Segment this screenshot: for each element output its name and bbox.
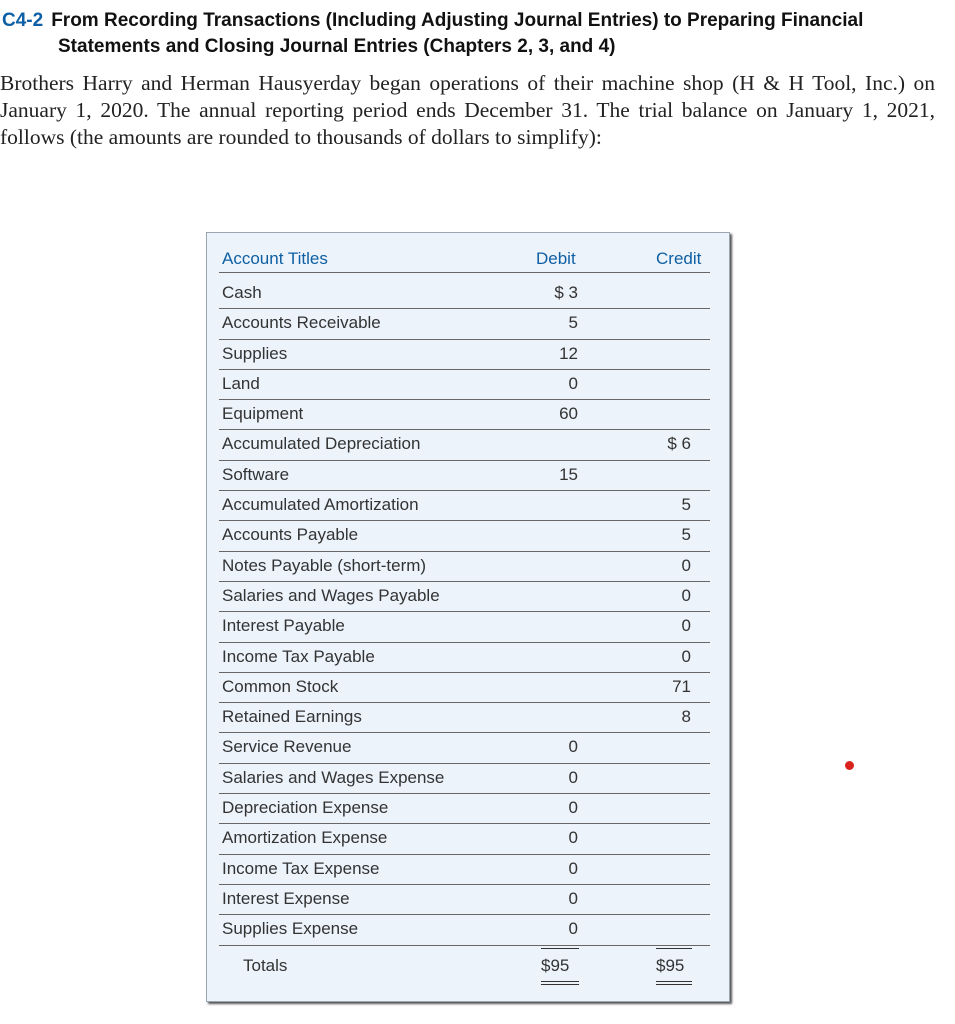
table-row <box>219 703 710 733</box>
row-title: Accounts Payable <box>222 525 359 545</box>
row-credit: 5 <box>681 525 691 545</box>
row-credit: 0 <box>681 646 691 666</box>
row-title: Supplies <box>222 343 288 363</box>
totals-credit: $95 <box>656 956 685 975</box>
row-debit: 12 <box>559 343 578 363</box>
row-title: Cash <box>222 283 262 302</box>
table-row <box>219 643 710 673</box>
credit-total-underline <box>656 948 692 949</box>
row-title: Salaries and Wages Payable <box>222 585 440 605</box>
table-row <box>219 521 710 551</box>
table-row <box>219 824 710 854</box>
table-row <box>219 764 710 794</box>
table-row <box>219 461 710 491</box>
header-credit: Credit <box>656 249 702 268</box>
row-title: Software <box>222 464 290 484</box>
row-title: Interest Payable <box>222 616 345 636</box>
table-row <box>219 279 710 309</box>
table-row <box>219 370 710 400</box>
row-debit: 5 <box>568 313 578 333</box>
table-row <box>219 673 710 703</box>
row-debit: 0 <box>568 858 578 878</box>
row-title: Land <box>222 373 260 393</box>
debit-total-double-underline-1 <box>541 981 579 982</box>
row-title: Common Stock <box>222 676 339 696</box>
table-row <box>219 491 710 521</box>
table-row <box>219 855 710 885</box>
row-title: Accounts Receivable <box>222 313 381 333</box>
row-debit: 0 <box>568 888 578 908</box>
row-debit: 60 <box>559 404 578 424</box>
row-credit: 0 <box>681 555 691 575</box>
totals-debit: $95 <box>541 956 570 975</box>
row-debit: 0 <box>568 373 578 393</box>
table-row <box>219 430 710 460</box>
row-title: Supplies Expense <box>222 919 359 939</box>
row-title: Equipment <box>222 404 304 424</box>
table-row <box>219 733 710 763</box>
problem-title-line-1 <box>2 8 942 34</box>
red-marker-dot <box>845 761 854 770</box>
row-title: Retained Earnings <box>222 707 362 727</box>
row-debit: 0 <box>568 737 578 757</box>
problem-title-text: From Recording Transactions (Including Adjusting Journal Entries) to Preparing Financial <box>51 10 864 31</box>
row-debit: 0 <box>568 798 578 818</box>
problem-intro-paragraph: Brothers Harry and Herman Hausyerday began operations of their machine shop (H & H Tool, Inc.) on January 1, 2020. The annual reporting period ends December 31. The trial balance on January 1, 2021, follows (the amounts are rounded to thousands of dollars to simplify): <box>0 71 935 149</box>
problem-title-line-2: Statements and Closing Journal Entries (Chapters 2, 3, and 4) <box>58 36 616 57</box>
row-credit: 0 <box>681 616 691 636</box>
table-row <box>219 885 710 915</box>
row-title: Interest Expense <box>222 888 350 908</box>
credit-total-double-underline-1 <box>656 981 692 982</box>
row-debit: 0 <box>568 828 578 848</box>
row-title: Notes Payable (short-term) <box>222 555 427 575</box>
table-row <box>219 794 710 824</box>
row-title: Accumulated Amortization <box>222 495 419 515</box>
table-row <box>219 612 710 642</box>
credit-total-double-underline-2 <box>656 984 692 985</box>
header-account-titles: Account Titles <box>222 249 328 268</box>
row-credit: 0 <box>681 585 691 605</box>
row-title: Salaries and Wages Expense <box>222 767 445 787</box>
table-row <box>219 340 710 370</box>
row-title: Service Revenue <box>222 737 352 757</box>
row-credit: $ 6 <box>667 434 691 454</box>
row-credit: 5 <box>681 495 691 515</box>
header-debit: Debit <box>536 249 576 268</box>
row-debit: 15 <box>559 464 578 484</box>
row-credit: 71 <box>672 676 691 696</box>
table-row <box>219 400 710 430</box>
trial-balance-rows <box>219 279 710 946</box>
problem-heading <box>2 8 942 60</box>
totals-label: Totals <box>243 956 288 975</box>
debit-total-underline <box>541 948 579 949</box>
row-title: Income Tax Payable <box>222 646 375 666</box>
table-row <box>219 552 710 582</box>
row-title: Amortization Expense <box>222 828 388 848</box>
header-divider <box>219 272 710 273</box>
row-title: Income Tax Expense <box>222 858 380 878</box>
debit-total-double-underline-2 <box>541 984 579 985</box>
table-row <box>219 309 710 339</box>
table-row <box>219 582 710 612</box>
problem-number: C4-2 <box>2 10 44 31</box>
row-title: Depreciation Expense <box>222 798 389 818</box>
row-credit: 8 <box>681 707 691 727</box>
row-debit: 0 <box>568 767 578 787</box>
row-debit: $ 3 <box>554 283 578 302</box>
table-row <box>219 915 710 945</box>
row-debit: 0 <box>568 919 578 939</box>
row-title: Accumulated Depreciation <box>222 434 421 454</box>
